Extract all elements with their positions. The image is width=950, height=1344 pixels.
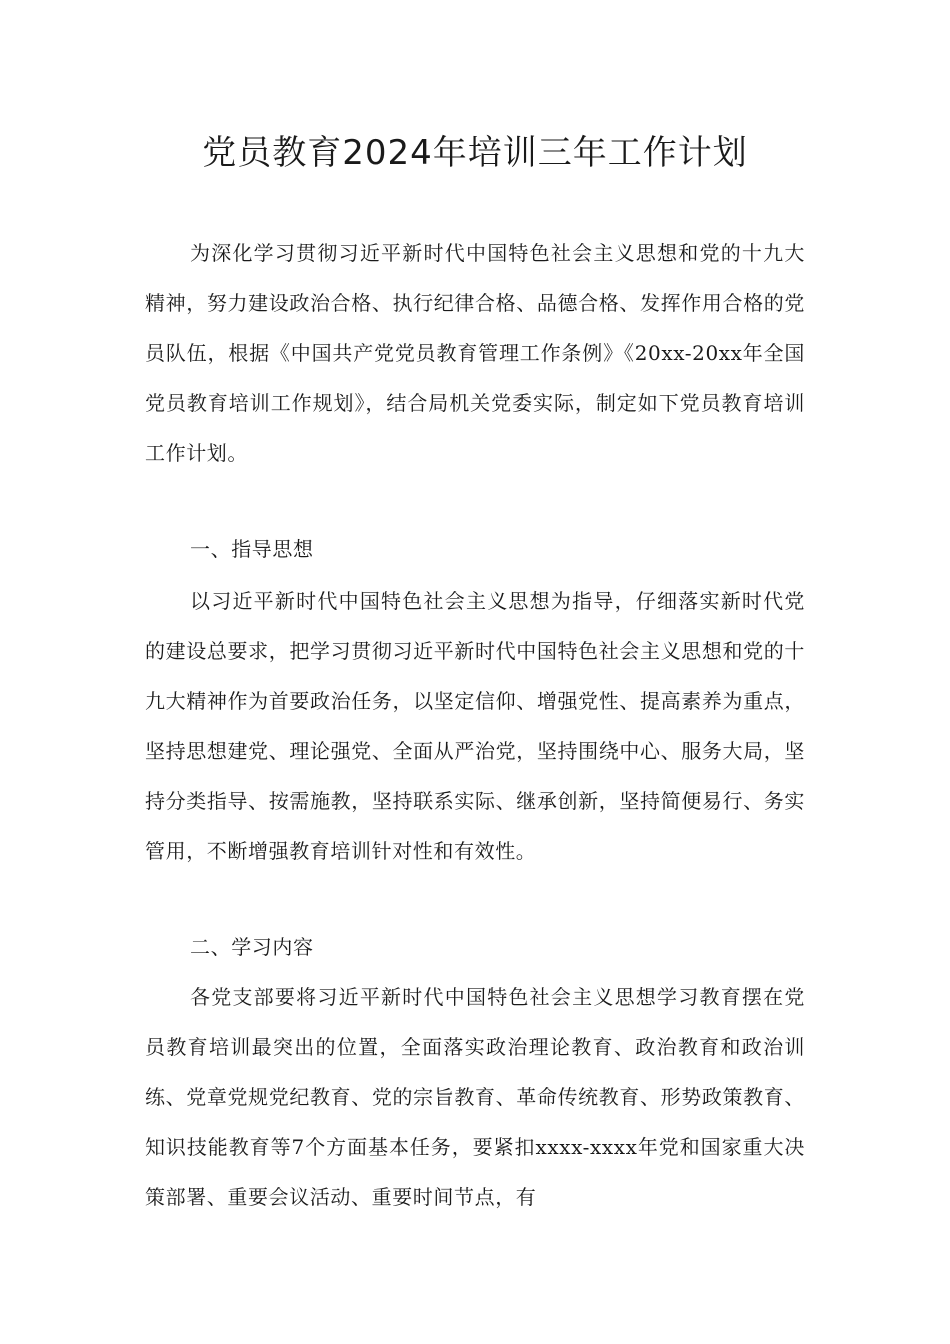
section-heading-guiding-thought: 一、指导思想 bbox=[190, 537, 314, 561]
intro-paragraph: 为深化学习贯彻习近平新时代中国特色社会主义思想和党的十九大精神，努力建设政治合格、执行纪律合格、品德合格、发挥作用合格的党员队伍，根据《中国共产党党员教育管理工作条例》《20xx-20xx年全国党员教育培训工作规划》，结合局机关党委实际，制定如下党员教育培训工作计划。 bbox=[145, 241, 805, 465]
section-body-study-content: 各党支部要将习近平新时代中国特色社会主义思想学习教育摆在党员教育培训最突出的位置，全面落实政治理论教育、政治教育和政治训练、党章党规党纪教育、党的宗旨教育、革命传统教育、形势政策教育、知识技能教育等7个方面基本任务，要紧扣xxxx-xxxx年党和国家重大决策部署、重要会议活动、重要时间节点，有 bbox=[145, 985, 805, 1209]
section-heading-study-content: 二、学习内容 bbox=[190, 935, 314, 959]
document-title: 党员教育2024年培训三年工作计划 bbox=[202, 133, 748, 173]
section-body-guiding-thought: 以习近平新时代中国特色社会主义思想为指导，仔细落实新时代党的建设总要求，把学习贯彻习近平新时代中国特色社会主义思想和党的十九大精神作为首要政治任务，以坚定信仰、增强党性、提高素养为重点，坚持思想建党、理论强党、全面从严治党，坚持围绕中心、服务大局，坚持分类指导、按需施教，坚持联系实际、继承创新，坚持简便易行、务实管用，不断增强教育培训针对性和有效性。 bbox=[145, 589, 805, 863]
